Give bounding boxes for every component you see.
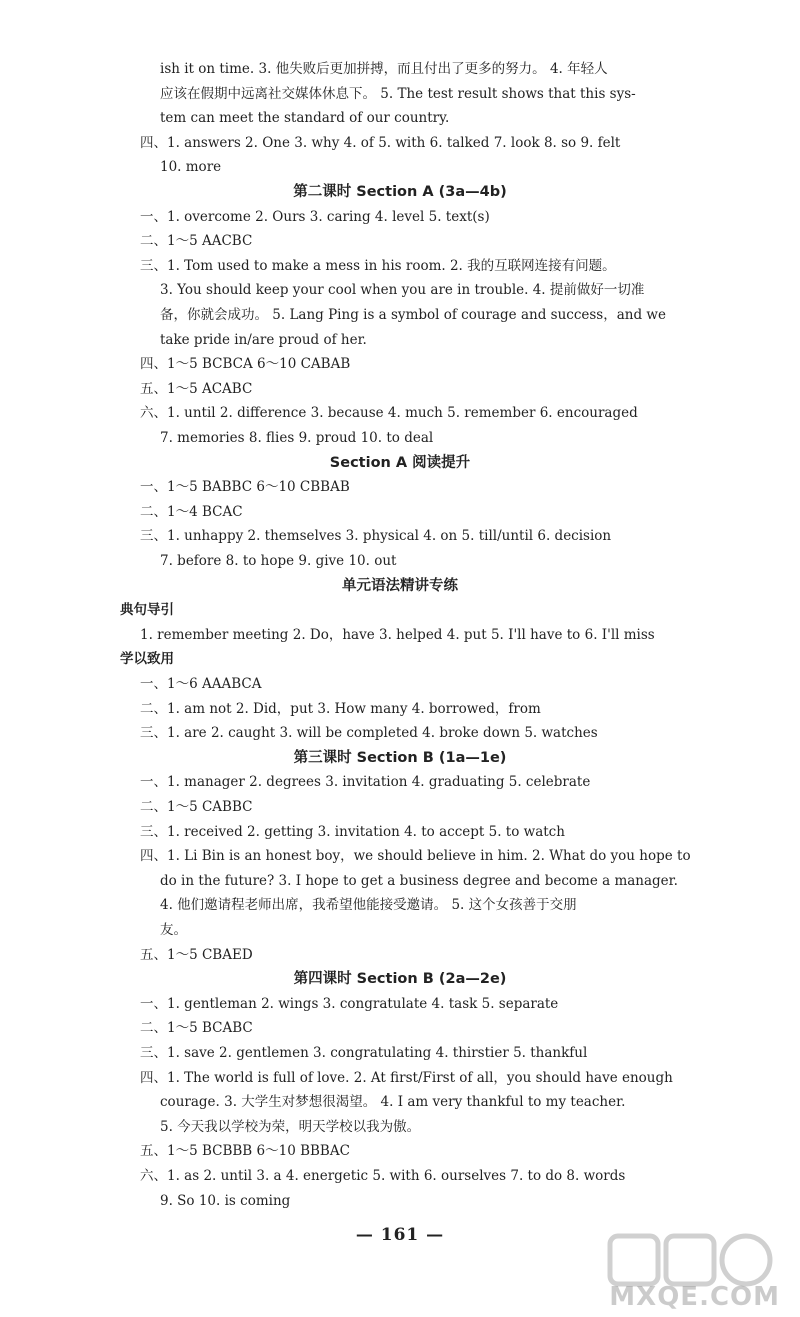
answer-line: 三、1. unhappy 2. themselves 3. physical 4. on 5. till/until 6. decision [140,528,612,545]
answer-line: 7. before 8. to hope 9. give 10. out [160,553,397,569]
section-heading: 第二课时 Section A (3a—4b) [293,184,507,200]
answer-line: 7. memories 8. flies 9. proud 10. to deal [160,430,434,446]
section-heading: 第三课时 Section B (1a—1e) [293,749,507,766]
answer-line: 一、1～5 BABBC 6～10 CBBAB [140,479,350,496]
watermark-text: MXQE.COM [609,1282,780,1312]
answer-line: 一、1～6 AAABCA [140,676,262,692]
answer-line: 四、1. The world is full of love. 2. At first/First of all，you should have enough [140,1069,673,1086]
answer-line: 四、1. answers 2. One 3. why 4. of 5. with 6. talked 7. look 8. so 9. felt [140,134,621,151]
sub-heading: 学以致用 [120,651,174,668]
answer-line: 三、1. save 2. gentlemen 3. congratulating 4. thirstier 5. thankful [140,1045,588,1061]
answer-line: tem can meet the standard of our country. [160,110,450,127]
answer-line: 三、1. received 2. getting 3. invitation 4. to accept 5. to watch [140,823,565,840]
answer-line: do in the future? 3. I hope to get a business degree and become a manager. [160,872,678,889]
answer-line: 应该在假期中远离社交媒体休息下。 5. The test result shows that this sys- [160,85,636,102]
answer-line: 10. more [160,159,222,176]
answer-line: 一、1. overcome 2. Ours 3. caring 4. level 5. text(s) [140,208,490,225]
answer-line: 六、1. as 2. until 3. a 4. energetic 5. with 6. ourselves 7. to do 8. words [140,1168,626,1184]
answer-line: courage. 3. 大学生对梦想很渴望。 4. I am very thankful to my teacher. [160,1094,626,1111]
answer-line: take pride in/are proud of her. [160,331,367,348]
sub-heading: 典句导引 [120,602,174,619]
answer-line: 5. 今天我以学校为荣，明天学校以我为傲。 [160,1118,421,1135]
answer-line: 四、1～5 BCBCA 6～10 CABAB [140,356,351,373]
answer-line: 六、1. until 2. difference 3. because 4. much 5. remember 6. encouraged [140,405,638,422]
answer-line: 三、1. are 2. caught 3. will be completed 4. broke down 5. watches [140,725,598,742]
answer-line: 4. 他们邀请程老师出席，我希望他能接受邀请。 5. 这个女孩善于交朋 [160,897,577,914]
answer-line: 二、1～5 AACBC [140,233,253,250]
section-heading: 第四课时 Section B (2a—2e) [293,971,507,988]
answer-line: 五、1～5 ACABC [140,380,253,397]
section-heading: 单元语法精讲专练 [342,577,458,594]
answer-line: 二、1～5 CABBC [140,799,253,815]
answer-line: 9. So 10. is coming [160,1192,291,1209]
answer-line: 一、1. gentleman 2. wings 3. congratulate 4. task 5. separate [140,995,559,1012]
answer-line: 三、1. Tom used to make a mess in his room. 2. 我的互联网连接有问题。 [140,257,616,274]
answer-line: 一、1. manager 2. degrees 3. invitation 4. graduating 5. celebrate [140,774,591,791]
answer-line: 二、1～5 BCABC [140,1020,253,1037]
answer-line: 四、1. Li Bin is an honest boy，we should believe in him. 2. What do you hope to [140,848,691,865]
answer-line: ish it on time. 3. 他失败后更加拼搏，而且付出了更多的努力。 4. 年轻人 [160,61,608,77]
answer-line: 二、1. am not 2. Did，put 3. How many 4. borrowed，from [140,700,541,717]
answer-line: 友。 [160,922,187,938]
page-number: — 161 — [355,1225,445,1245]
section-heading: Section A 阅读提升 [329,454,471,471]
answer-line: 备，你就会成功。 5. Lang Ping is a symbol of courage and success，and we [160,307,666,323]
answer-line: 1. remember meeting 2. Do，have 3. helped 4. put 5. I'll have to 6. I'll miss [140,626,655,643]
answer-line: 3. You should keep your cool when you are in trouble. 4. 提前做好一切准 [160,282,645,299]
answer-line: 五、1～5 CBAED [140,946,253,963]
answer-line: 二、1～4 BCAC [140,503,243,520]
answer-line: 五、1～5 BCBBB 6～10 BBBAC [140,1143,350,1160]
